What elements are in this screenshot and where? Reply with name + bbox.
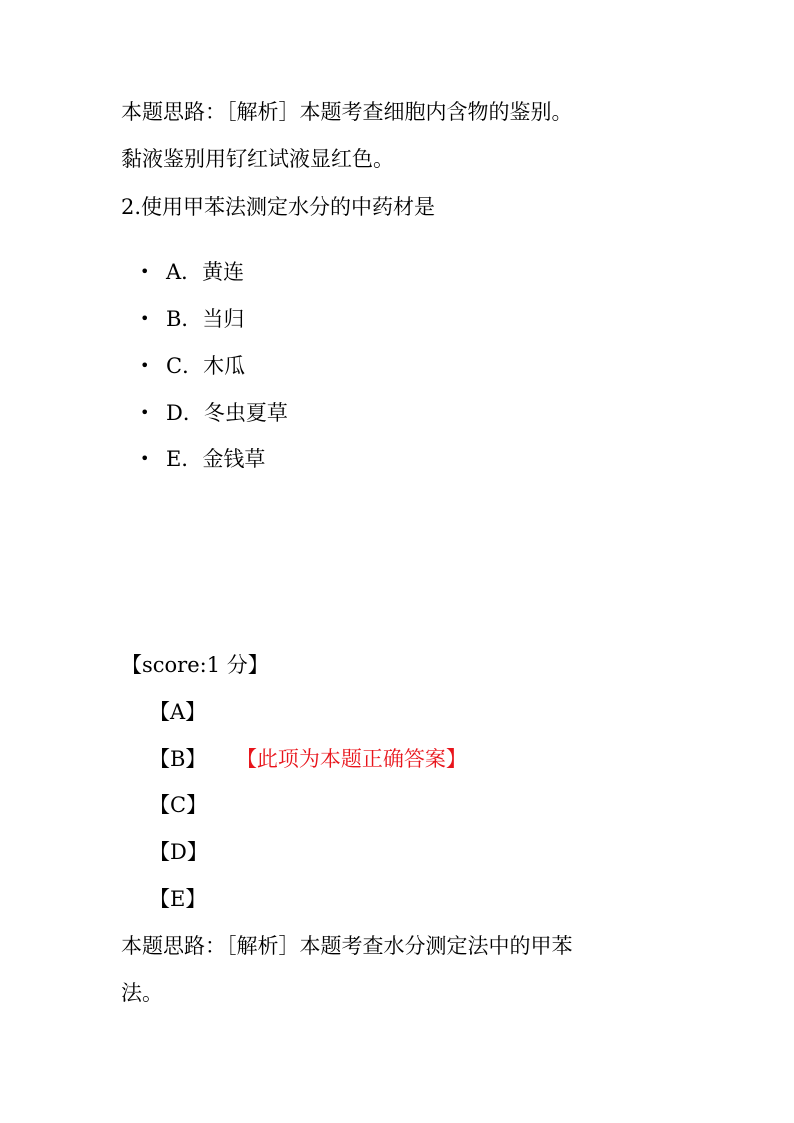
answer-label: 【C】 [149,793,208,817]
answer-label: 【B】 [149,747,207,771]
score-label: 【score:1 分】 [121,653,269,677]
answer-label: 【A】 [149,700,207,724]
option-label: C．木瓜 [166,354,246,378]
bullet-icon: • [140,309,150,328]
correct-answer-note: 【此项为本题正确答案】 [246,747,467,771]
option-label: E．金钱草 [166,447,266,471]
prev-explanation-line-1: 本题思路：［解析］本题考查细胞内含物的鉴别。 [121,100,573,124]
option-c [140,351,245,381]
option-d [140,398,288,428]
answer-c [149,790,207,820]
bullet-icon: • [140,262,150,281]
answer-d [149,837,208,867]
option-label: A．黄连 [166,260,245,284]
option-a [140,257,244,287]
bullet-icon: • [140,449,150,468]
answer-label: 【D】 [149,840,208,864]
answer-b [149,744,467,774]
question-text: 2.使用甲苯法测定水分的中药材是 [121,195,436,219]
option-label: B．当归 [166,307,245,331]
option-e [140,444,265,474]
option-b [140,304,244,334]
answer-label: 【E】 [149,887,207,911]
explanation-line-2: 法。 [121,981,163,1005]
option-label: D．冬虫夏草 [166,401,288,425]
bullet-icon: • [140,403,150,422]
answer-e [149,884,206,914]
explanation-line-1: 本题思路：［解析］本题考查水分测定法中的甲苯 [121,934,573,958]
answer-a [149,697,206,727]
bullet-icon: • [140,356,150,375]
prev-explanation-line-2: 黏液鉴别用钌红试液显红色。 [121,147,394,171]
